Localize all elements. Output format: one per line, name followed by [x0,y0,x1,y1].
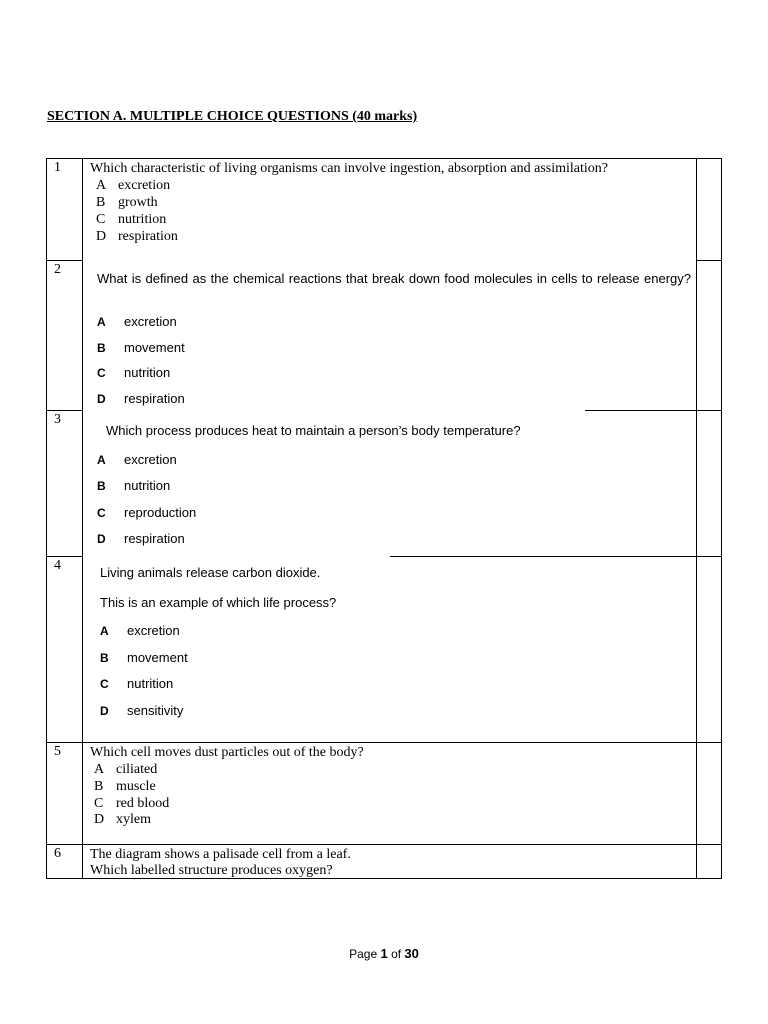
option-item [94,778,156,795]
question-text: Living animals release carbon dioxide. [100,565,321,580]
option-item [96,211,166,228]
question-number: 4 [54,558,61,573]
row-divider [46,844,722,845]
option-item [100,623,180,638]
question-text: The diagram shows a palisade cell from a leaf. [90,847,351,862]
option-item [96,228,178,245]
column-divider [82,158,83,879]
option-text: excretion [124,452,177,467]
option-letter: A [96,178,107,193]
column-divider [696,158,697,879]
option-item [97,505,196,520]
total-pages: 30 [404,946,419,961]
row-divider [46,260,82,261]
question-number: 6 [54,846,61,861]
option-text: nutrition [124,478,171,493]
option-text: excretion [118,178,171,193]
option-letter: B [94,779,104,794]
option-letter: D [100,704,109,718]
option-item [97,452,177,467]
option-letter: C [97,506,106,520]
option-text: xylem [116,812,151,827]
question-text: Which process produces heat to maintain a person’s body temperature? [106,423,521,438]
option-letter: A [97,315,106,329]
question-subtext: Which labelled structure produces oxygen? [90,863,333,878]
question-number: 5 [54,744,61,759]
question-subtext: This is an example of which life process? [100,595,337,610]
option-text: sensitivity [127,703,184,718]
option-text: movement [124,340,185,355]
option-letter: D [97,392,106,406]
option-text: excretion [127,623,180,638]
option-item [94,795,169,812]
row-divider [585,410,722,411]
option-text: respiration [118,229,178,244]
option-item [96,177,170,194]
option-text: movement [127,650,188,665]
option-letter: B [97,479,106,493]
question-number: 3 [54,412,61,427]
row-divider [46,410,82,411]
option-text: respiration [124,391,185,406]
option-text: red blood [116,796,170,811]
option-letter: B [96,195,106,210]
option-text: ciliated [116,762,158,777]
option-text: growth [118,195,158,210]
option-text: nutrition [118,212,167,227]
option-letter: D [96,229,107,244]
option-item [97,365,170,380]
option-letter: C [94,796,104,811]
option-letter: A [94,762,105,777]
row-divider [46,742,722,743]
option-letter: B [100,651,109,665]
question-text: Which cell moves dust particles out of the body? [90,745,364,760]
option-item [97,314,177,329]
row-divider [390,556,722,557]
question-text: What is defined as the chemical reactions that break down food molecules in cells to release energy? [97,271,691,286]
option-item [94,811,151,828]
option-item [96,194,158,211]
table-left-border [46,158,47,879]
option-item [100,650,188,665]
option-letter: A [100,624,109,638]
row-divider [46,556,82,557]
option-item [97,340,185,355]
question-text: Which characteristic of living organisms can involve ingestion, absorption and assimilation? [90,161,609,176]
option-item [97,531,185,546]
option-letter: C [97,366,106,380]
option-letter: A [97,453,106,467]
option-text: nutrition [127,676,174,691]
option-text: excretion [124,314,177,329]
option-text: reproduction [124,505,197,520]
option-text: nutrition [124,365,171,380]
question-number: 2 [54,262,61,277]
option-letter: C [96,212,106,227]
questions-table [46,158,722,879]
page-word: Page [349,947,378,961]
option-text: muscle [116,779,156,794]
option-item [100,703,183,718]
option-letter: B [97,341,106,355]
option-item [94,761,157,778]
table-right-border [721,158,722,879]
question-number: 1 [54,160,61,175]
section-title: SECTION A. MULTIPLE CHOICE QUESTIONS (40 marks) [47,109,418,124]
option-letter: D [94,812,105,827]
option-letter: D [97,532,106,546]
table-top-border [46,158,722,159]
option-item [97,478,170,493]
option-text: respiration [124,531,185,546]
row-divider [696,260,722,261]
page-footer [0,946,768,961]
option-item [100,676,173,691]
option-item [97,391,185,406]
option-letter: C [100,677,109,691]
of-word: of [391,947,402,961]
current-page: 1 [380,946,388,961]
